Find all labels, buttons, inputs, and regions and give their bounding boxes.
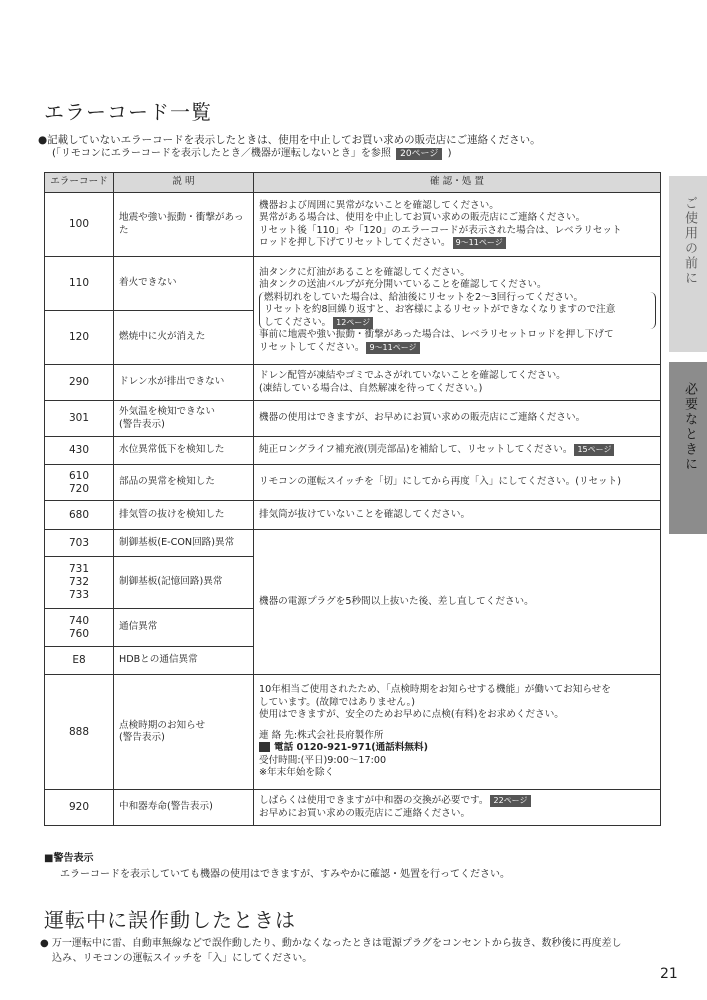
table-row: [45, 790, 661, 826]
error-code: 680: [45, 501, 114, 530]
action-line: リセット後「110」や「120」のエラーコードが表示された場合は、レベラリセット: [259, 224, 622, 236]
error-action: リモコンの運転スイッチを「切」にしてから再度「入」にしてください。(リセット): [254, 465, 661, 501]
contact-line: 連 絡 先:株式会社長府製作所: [259, 729, 384, 741]
error-description: 通信異常: [114, 609, 254, 647]
table-row: [45, 530, 661, 557]
intro-reference: [52, 147, 451, 161]
header-action: 確 認・処 置: [254, 173, 661, 193]
error-description: 部品の異常を検知した: [114, 465, 254, 501]
error-code: 120: [45, 311, 114, 365]
error-code: E8: [45, 647, 114, 675]
action-line: 異常がある場合は、使用を中止してお買い求めの販売店にご連絡ください。: [259, 212, 586, 223]
action-line: してください。 12ページ: [264, 317, 651, 330]
warning-header: ■警告表示: [44, 853, 94, 864]
table-row: [45, 257, 661, 311]
table-row: [45, 365, 661, 401]
error-code: 610 720: [45, 465, 114, 501]
error-description: HDBとの通信異常: [114, 647, 254, 675]
page-ref-tag[interactable]: 22ページ: [490, 795, 530, 807]
page-ref-tag[interactable]: 9〜11ページ: [453, 237, 506, 249]
error-action: 排気筒が抜けていないことを確認してください。: [254, 501, 661, 530]
error-description: 点検時期のお知らせ (警告表示): [114, 675, 254, 790]
error-action: [254, 193, 661, 257]
error-description: ドレン水が排出できない: [114, 365, 254, 401]
action-line: 燃料切れをしていた場合は、給油後にリセットを2〜3回行ってください。: [264, 291, 584, 303]
action-line: リセットを約8回繰り返すと、お客様によるリセットができなくなりますので注意: [264, 304, 616, 316]
table-header: [45, 173, 661, 193]
page-ref-tag[interactable]: 12ページ: [333, 317, 373, 329]
error-description: 着火できない: [114, 257, 254, 311]
action-line: 使用はできますが、安全のためお早めに点検(有料)をお求めください。: [259, 709, 564, 721]
action-line: 機器および周囲に異常がないことを確認してください。: [259, 199, 499, 211]
error-code: 920: [45, 790, 114, 826]
error-action: 機器の使用はできますが、お早めにお買い求めの販売店にご連絡ください。: [254, 401, 661, 437]
hours-note: ※年末年始を除く: [259, 767, 335, 779]
intro-note: ●記載していないエラーコードを表示したときは、使用を中止してお買い求めの販売店にご連絡ください。: [38, 134, 541, 146]
error-code: 100: [45, 193, 114, 257]
error-action: 機器の電源プラグを5秒間以上抜いた後、差し直してください。: [254, 530, 661, 675]
table-row: [45, 675, 661, 790]
phone-line: 電話 0120-921-971(通話料無料): [259, 742, 656, 755]
action-line: ドレン配管が凍結やゴミでふさがれていないことを確認してください。: [259, 370, 566, 381]
malfunction-note: ● 万一運転中に雷、自動車無線などで誤作動したり、動かなくなったときは電源プラグをコンセントから抜き、数秒後に再度差し 込み、リモコンの運転スイッチを「入」にしてください。: [40, 938, 622, 964]
error-description: 地震や強い振動・衝撃があった: [114, 193, 254, 257]
intro-reference-close: ): [447, 148, 452, 159]
error-code: 110: [45, 257, 114, 311]
action-line: 油タンクの送油バルブが充分開いていることを確認してください。: [259, 279, 547, 291]
action-line: リセットしてください。 9〜11ページ: [259, 342, 656, 355]
error-code: 888: [45, 675, 114, 790]
action-line: しています。(故障ではありません。): [259, 696, 415, 708]
table-row: [45, 401, 661, 437]
error-action: [254, 675, 661, 790]
error-code-table: [44, 172, 661, 826]
page-ref-tag[interactable]: 20ページ: [396, 148, 442, 160]
error-description: 排気管の抜けを検知した: [114, 501, 254, 530]
phone-icon: [259, 742, 270, 752]
error-description: 燃焼中に火が消えた: [114, 311, 254, 365]
error-action: [254, 257, 661, 365]
error-action: [254, 790, 661, 826]
intro-reference-text: (「リモコンにエラーコードを表示したとき／機器が運転しないとき」を参照: [52, 148, 391, 159]
side-tab-before-use[interactable]: [669, 176, 707, 352]
table-row: [45, 193, 661, 257]
error-description: 制御基板(記憶回路)異常: [114, 557, 254, 609]
error-description: 制御基板(E-CON回路)異常: [114, 530, 254, 557]
error-code: 740 760: [45, 609, 114, 647]
warning-text: エラーコードを表示していても機器の使用はできますが、すみやかに確認・処置を行ってください。: [60, 869, 510, 880]
page-title: エラーコード一覧: [44, 100, 212, 124]
table-row: [45, 437, 661, 465]
action-line: 事前に地震や強い振動・衝撃があった場合は、レベラリセットロッドを押し下げて: [259, 329, 614, 341]
hours-line: 受付時間:(平日)9:00〜17:00: [259, 754, 387, 766]
side-tab-when-needed[interactable]: [669, 362, 707, 534]
action-line: ロッドを押し下げてリセットしてください。 9〜11ページ: [259, 237, 656, 250]
section-title: 運転中に誤作動したときは: [44, 908, 296, 932]
error-description: 中和器寿命(警告表示): [114, 790, 254, 826]
action-line: (凍結している場合は、自然解凍を待ってください。): [259, 382, 483, 394]
side-tab-label: 必要なときに: [682, 382, 697, 472]
action-line: 油タンクに灯油があることを確認してください。: [259, 266, 470, 278]
error-code: 731 732 733: [45, 557, 114, 609]
error-code: 290: [45, 365, 114, 401]
page-ref-tag[interactable]: 15ページ: [574, 444, 614, 456]
error-code: 703: [45, 530, 114, 557]
table-row: [45, 465, 661, 501]
action-line: しばらくは使用できますが中和器の交換が必要です。 22ページ: [259, 795, 656, 808]
error-description: 外気温を検知できない (警告表示): [114, 401, 254, 437]
error-description: 水位異常低下を検知した: [114, 437, 254, 465]
header-code: エラーコード: [45, 173, 114, 193]
error-action: 純正ロングライフ補充液(別売部品)を補給して、リセットしてください。 15ページ: [254, 437, 661, 465]
page-number: 21: [660, 966, 678, 982]
side-tab-label: ご使用の前に: [682, 196, 697, 286]
caution-bracket: [259, 292, 656, 330]
action-line: 10年相当ご使用されたため、「点検時期をお知らせする機能」が働いてお知らせを: [259, 684, 611, 696]
header-desc: 説 明: [114, 173, 254, 193]
error-action: [254, 365, 661, 401]
error-code: 301: [45, 401, 114, 437]
action-line: お早めにお買い求めの販売店にご連絡ください。: [259, 807, 471, 819]
table-row: [45, 501, 661, 530]
page-ref-tag[interactable]: 9〜11ページ: [366, 342, 419, 354]
error-code: 430: [45, 437, 114, 465]
